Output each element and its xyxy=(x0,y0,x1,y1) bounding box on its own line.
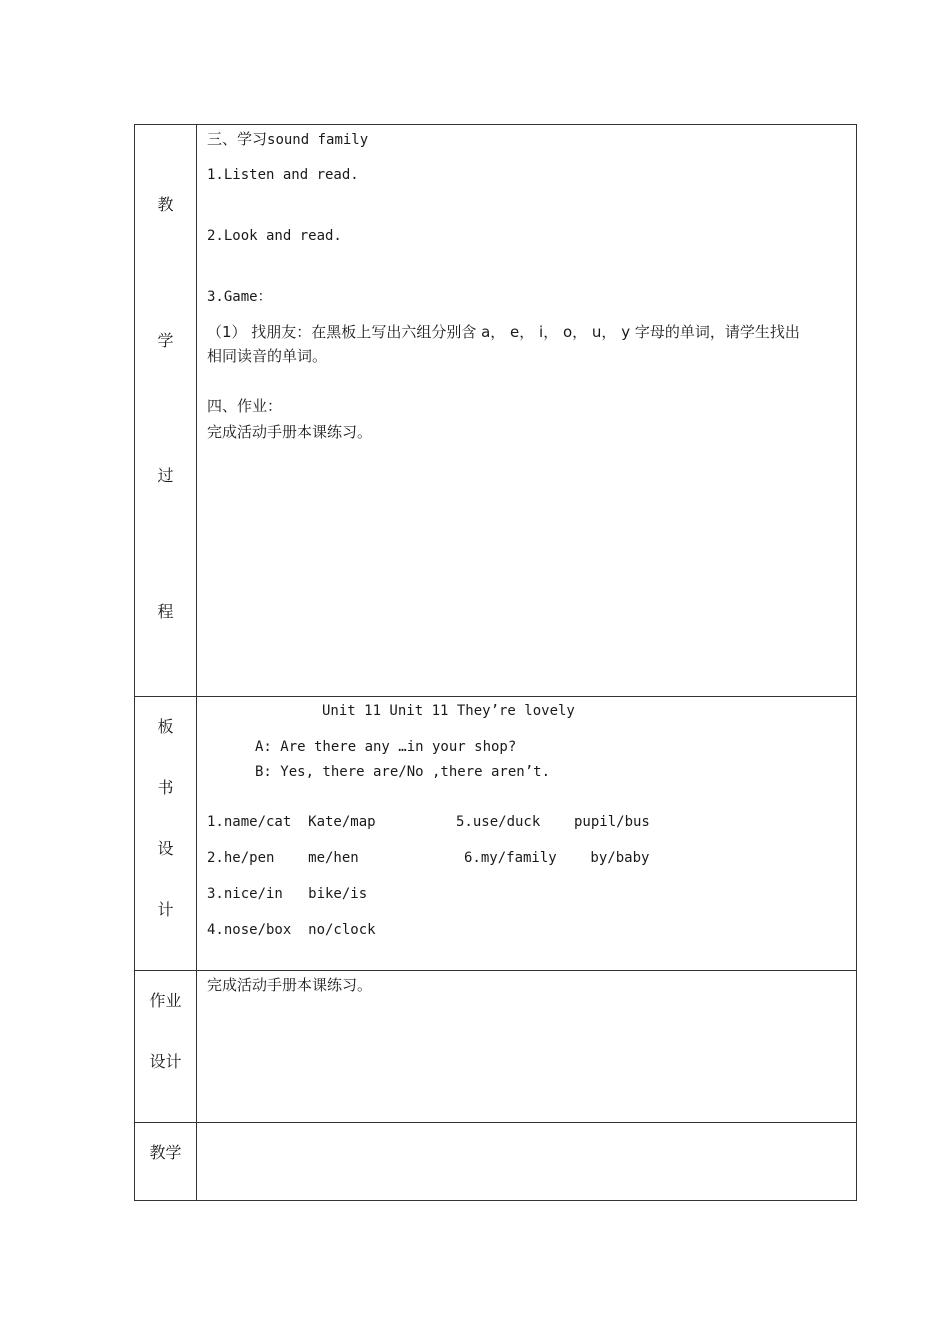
content-teaching-reflection xyxy=(197,1123,857,1201)
board-dialog-a: A: Are there any …in your shop? xyxy=(255,739,517,755)
section-3-title-en: sound family xyxy=(267,132,369,148)
section-4-text: 完成活动手册本课练习。 xyxy=(207,423,373,441)
label-text: 设计 xyxy=(149,1052,182,1071)
label-teaching-reflection xyxy=(135,1123,197,1201)
label-char: 过 xyxy=(157,466,174,485)
label-char: 程 xyxy=(157,602,174,621)
label-teaching-process xyxy=(135,125,197,697)
section-3-title xyxy=(207,130,368,149)
row-teaching-reflection xyxy=(135,1123,857,1201)
content-homework-design xyxy=(197,971,857,1123)
board-group-left: 4.nose/box no/clock xyxy=(207,922,376,938)
section-3-title-cn: 三、学习 xyxy=(207,130,268,148)
label-char: 书 xyxy=(157,778,174,797)
homework-text: 完成活动手册本课练习。 xyxy=(207,976,373,994)
board-group-left: 2.he/pen me/hen xyxy=(207,850,359,866)
board-group-left: 3.nice/in bike/is xyxy=(207,886,368,902)
row-homework-design xyxy=(135,971,857,1123)
board-group-right: 6.my/family by/baby xyxy=(464,850,650,866)
board-title: Unit 11 Unit 11 They’re lovely xyxy=(322,703,575,719)
row-teaching-process xyxy=(135,125,857,697)
label-char: 板 xyxy=(157,717,174,736)
label-char: 计 xyxy=(157,900,174,919)
label-homework-design xyxy=(135,971,197,1123)
label-text: 作业 xyxy=(149,991,182,1010)
item-listen-read: 1.Listen and read. xyxy=(207,167,359,183)
label-text: 教学 xyxy=(149,1143,182,1162)
item-game: 3.Game： xyxy=(207,289,272,305)
game-instruction-line-2: 相同读音的单词。 xyxy=(207,347,328,365)
item-look-read: 2.Look and read. xyxy=(207,228,342,244)
label-blackboard-design xyxy=(135,697,197,971)
section-4-title: 四、作业： xyxy=(207,397,283,415)
label-char: 设 xyxy=(157,839,174,858)
lesson-plan-table xyxy=(134,124,857,1201)
label-char: 教 xyxy=(157,195,174,214)
board-group-left: 1.name/cat Kate/map xyxy=(207,814,376,830)
board-group-right: 5.use/duck pupil/bus xyxy=(456,814,650,830)
board-dialog-b: B: Yes, there are/No ,there aren’t. xyxy=(255,764,551,780)
content-blackboard-design xyxy=(197,697,857,971)
label-char: 学 xyxy=(157,331,174,350)
game-instruction-line-1: （1） 找朋友：在黑板上写出六组分别含 a， e， i， o， u， y 字母的单词，请学生找出 xyxy=(207,323,800,341)
content-teaching-process xyxy=(197,125,857,697)
row-blackboard-design xyxy=(135,697,857,971)
